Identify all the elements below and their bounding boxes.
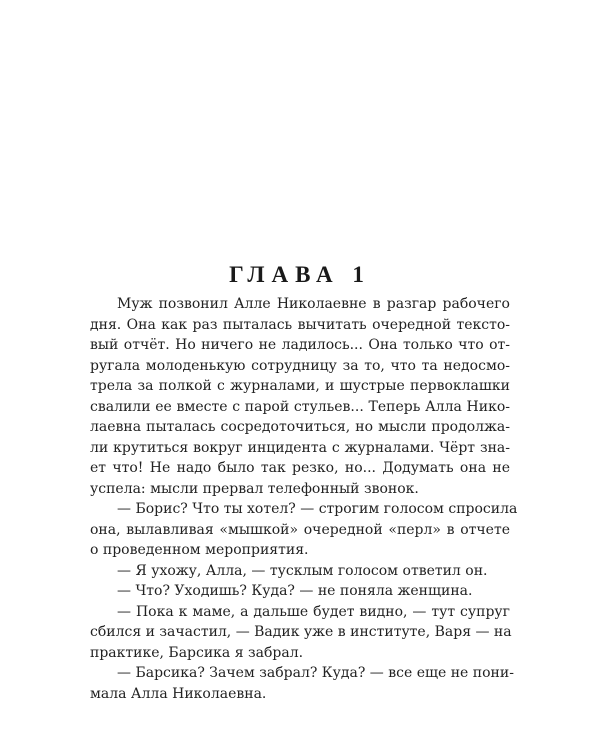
text-line: свалили ее вместе с парой стульев... Теперь Алла Нико- [90,398,510,415]
text-line: Муж позвонил Алле Николаевне в разгар рабочего [117,296,510,312]
paragraph [90,602,510,664]
text-line: ругала молоденькую сотрудницу за то, что та недосмо- [90,357,510,374]
text-line: о проведенном мероприятия. [90,542,309,558]
paragraph [90,499,518,561]
text-line: мала Алла Николаевна. [90,685,267,702]
text-line: — Я ухожу, Алла, — тусклым голосом ответил он. [117,562,488,579]
text-line: — Пока к маме, а дальше будет видно, — тут супруг [117,603,510,620]
text-line: — Что? Уходишь? Куда? — не поняла женщина. [117,583,473,599]
text-line: сбился и зачастил, — Вадик уже в институте, Варя — на [90,624,512,640]
text-line: ет что! Не надо было так резко, но... Додумать она не [90,460,510,476]
chapter-body-text [90,294,518,704]
text-line: она, вылавливая «мышкой» очередной «перл» в отчете [90,521,510,538]
text-line: — Борис? Что ты хотел? — строгим голосом спросила [117,501,518,517]
paragraph [90,581,510,602]
text-line: — Барсика? Зачем забрал? Куда? — все еще не пони- [117,665,514,681]
text-line: лаевна пыталась сосредоточиться, но мысли продолжа- [90,419,510,435]
text-line: вый отчёт. Но ничего не ладилось... Она только что от- [90,337,510,353]
paragraph [90,294,510,499]
text-line: успела: мысли прервал телефонный звонок. [90,480,419,497]
text-line: практике, Барсика я забрал. [90,644,304,661]
chapter-title: ГЛАВА 1 [229,262,371,287]
text-line: трела за полкой с журналами, и шустрые первоклашки [90,378,510,394]
paragraph [90,561,510,582]
text-line: ли крутиться вокруг инцидента с журналами. Чёрт зна- [90,439,510,456]
text-line: дня. Она как раз пыталась вычитать очередной тексто- [90,316,510,333]
paragraph [90,663,514,704]
